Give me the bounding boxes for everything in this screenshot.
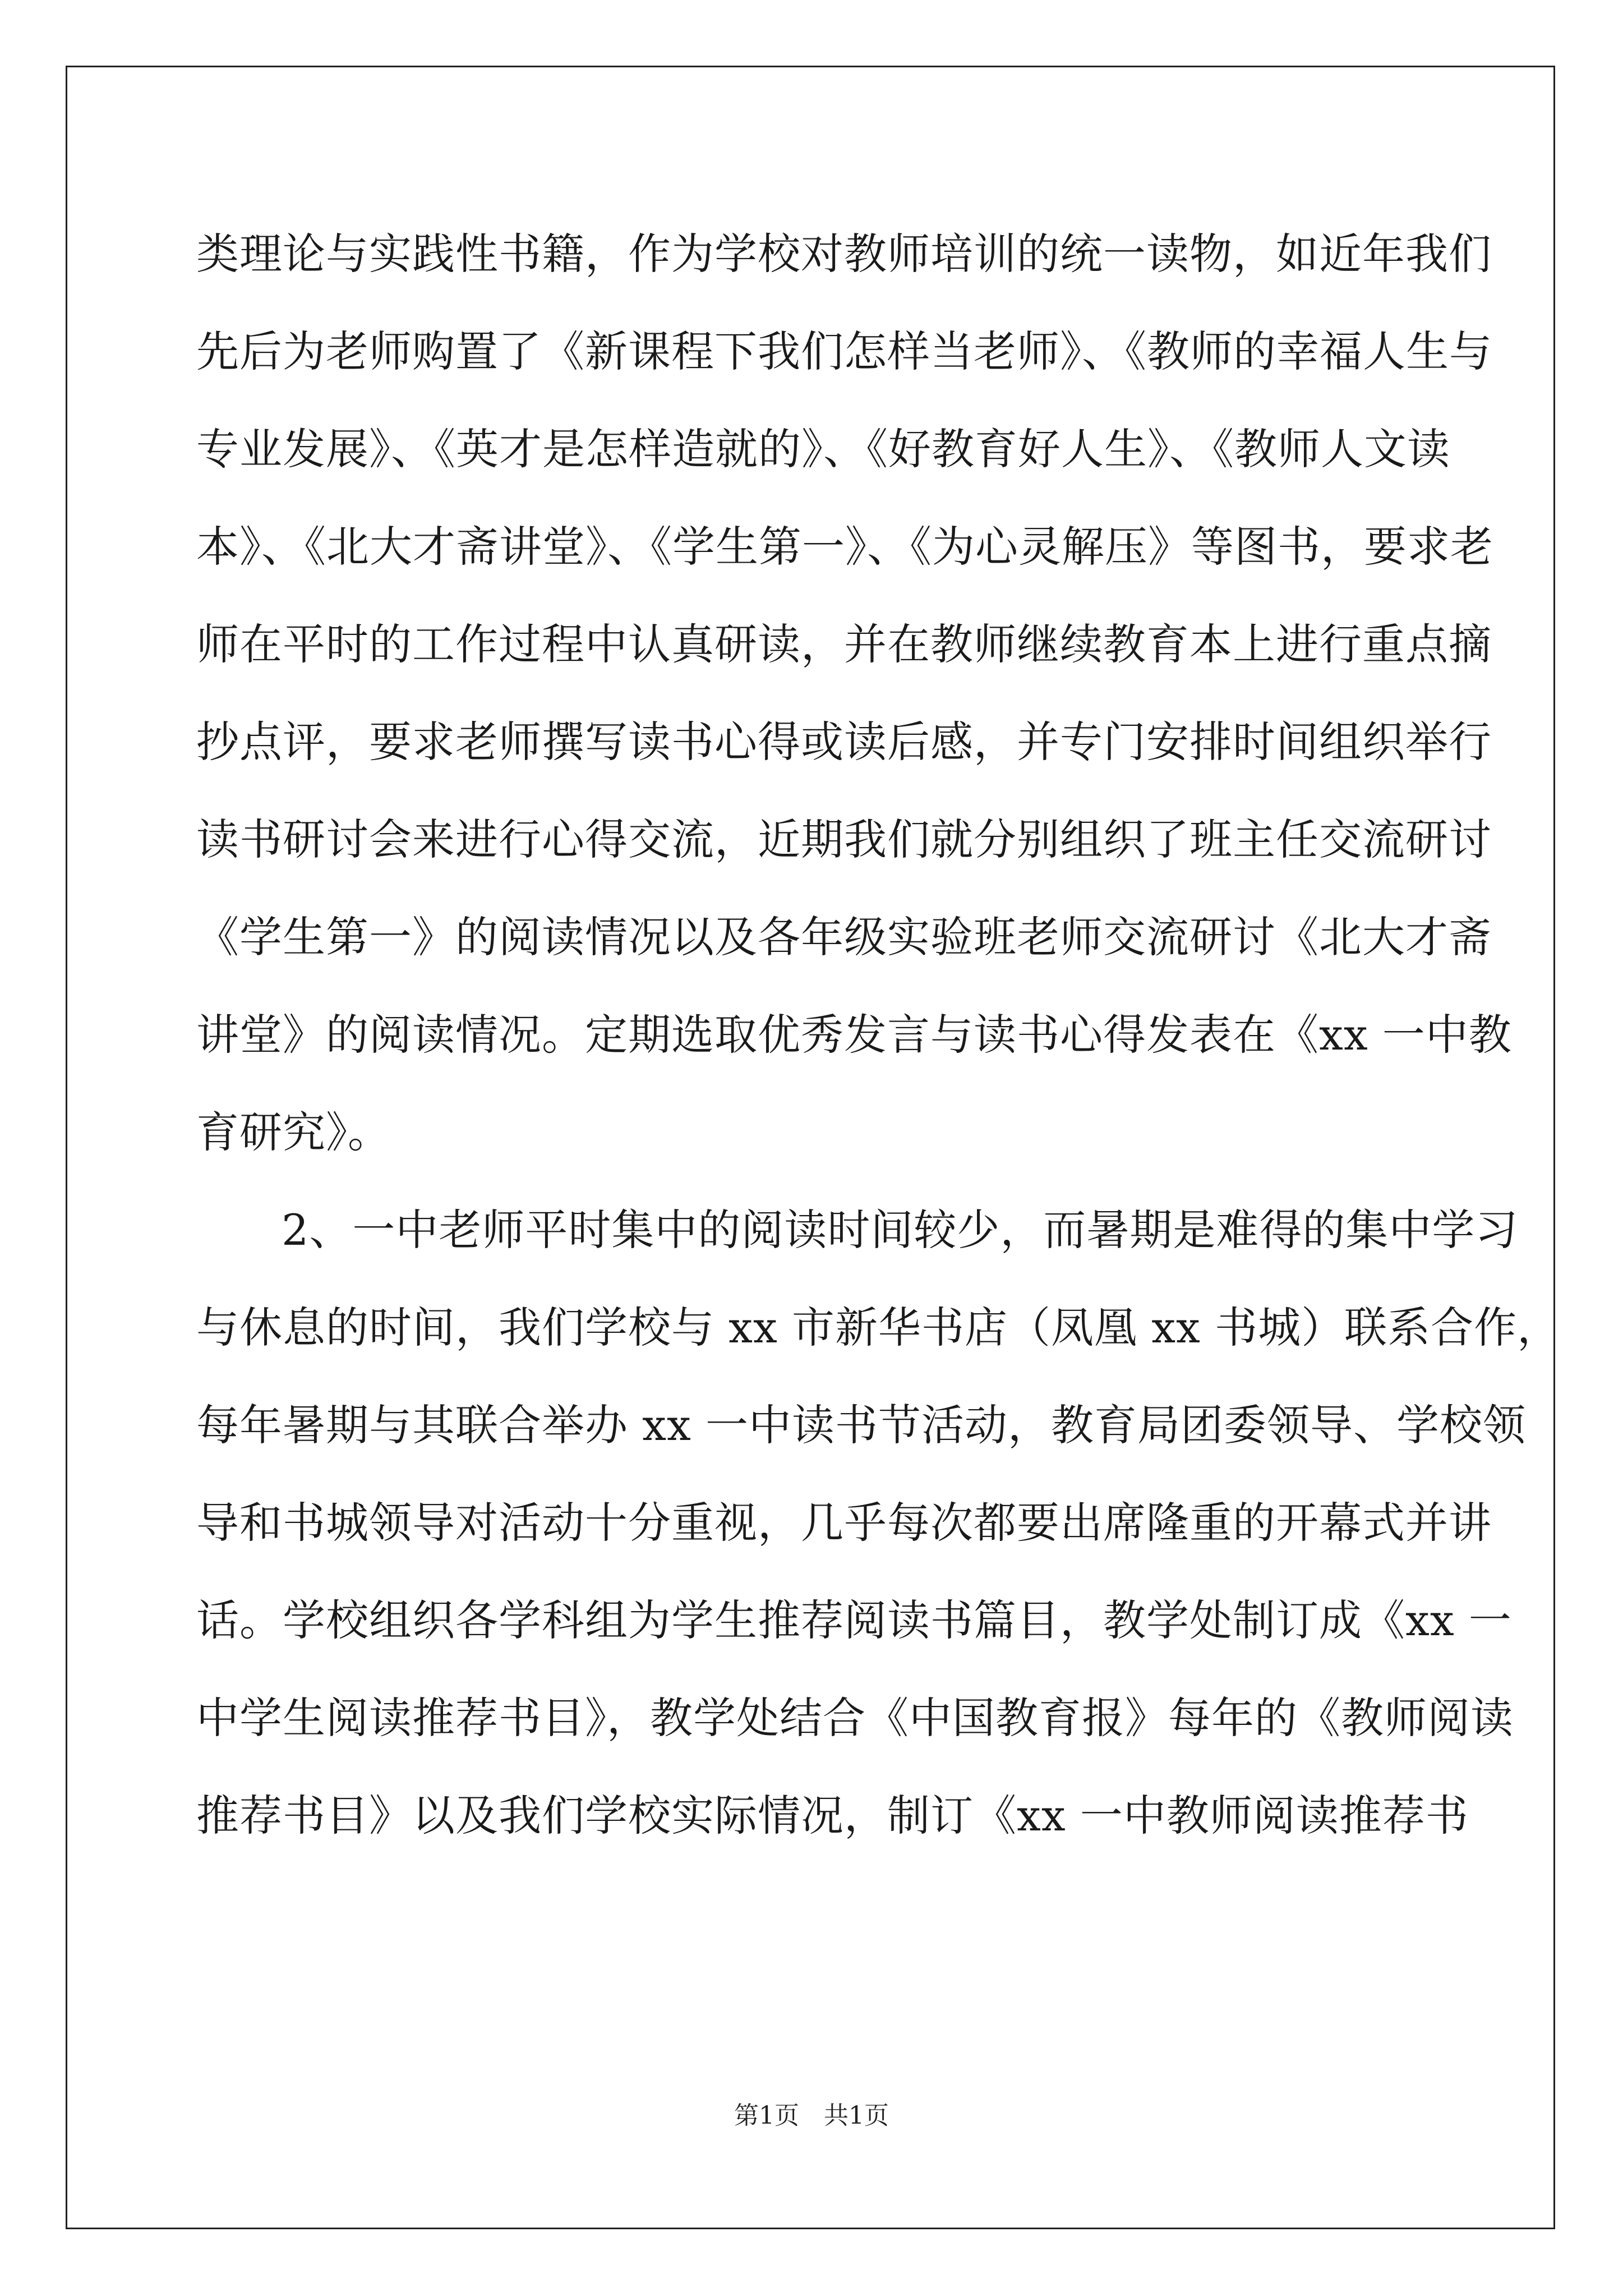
text-line: 讲堂》的阅读情况。定期选取优秀发言与读书心得发表在《xx 一中教 (196, 1010, 1512, 1060)
text-line: 每年暑期与其联合举办 xx 一中读书节活动，教育局团委领导、学校领 (196, 1400, 1527, 1450)
text-line: 导和书城领导对活动十分重视，几乎每次都要出席隆重的开幕式并讲 (196, 1498, 1492, 1548)
text-line: 类理论与实践性书籍，作为学校对教师培训的统一读物，如近年我们 (196, 229, 1492, 279)
text-line: 读书研讨会来进行心得交流，近期我们就分别组织了班主任交流研讨 (196, 815, 1492, 864)
text-line: 本》、《北大才斋讲堂》、《学生第一》、《为心灵解压》等图书，要求老 (196, 522, 1493, 572)
text-line: 2、一中老师平时集中的阅读时间较少，而暑期是难得的集中学习 (282, 1205, 1519, 1255)
text-line: 师在平时的工作过程中认真研读，并在教师继续教育本上进行重点摘 (196, 619, 1492, 669)
text-line: 抄点评，要求老师撰写读书心得或读后感，并专门安排时间组织举行 (196, 717, 1492, 767)
text-line: 推荐书目》以及我们学校实际情况，制订《xx 一中教师阅读推荐书 (196, 1791, 1469, 1841)
text-line: 专业发展》、《英才是怎样造就的》、《好教育好人生》、《教师人文读 (196, 424, 1450, 474)
paragraph-1 (196, 205, 1512, 1181)
text-line: 育研究》。 (196, 1107, 391, 1157)
text-line: 中学生阅读推荐书目》，教学处结合《中国教育报》每年的《教师阅读 (196, 1693, 1514, 1743)
text-line: 先后为老师购置了《新课程下我们怎样当老师》、《教师的幸福人生与 (196, 326, 1492, 376)
paragraph-2 (196, 1181, 1561, 1865)
text-line: 话。学校组织各学科组为学生推荐阅读书篇目，教学处制订成《xx 一 (196, 1595, 1512, 1645)
text-line: 与休息的时间，我们学校与 xx 市新华书店（凤凰 xx 书城）联系合作， (196, 1303, 1561, 1352)
page-number: 第1页 共1页 (734, 2101, 889, 2130)
document-body (196, 205, 1561, 1865)
text-line: 《学生第一》的阅读情况以及各年级实验班老师交流研讨《北大才斋 (196, 912, 1492, 962)
